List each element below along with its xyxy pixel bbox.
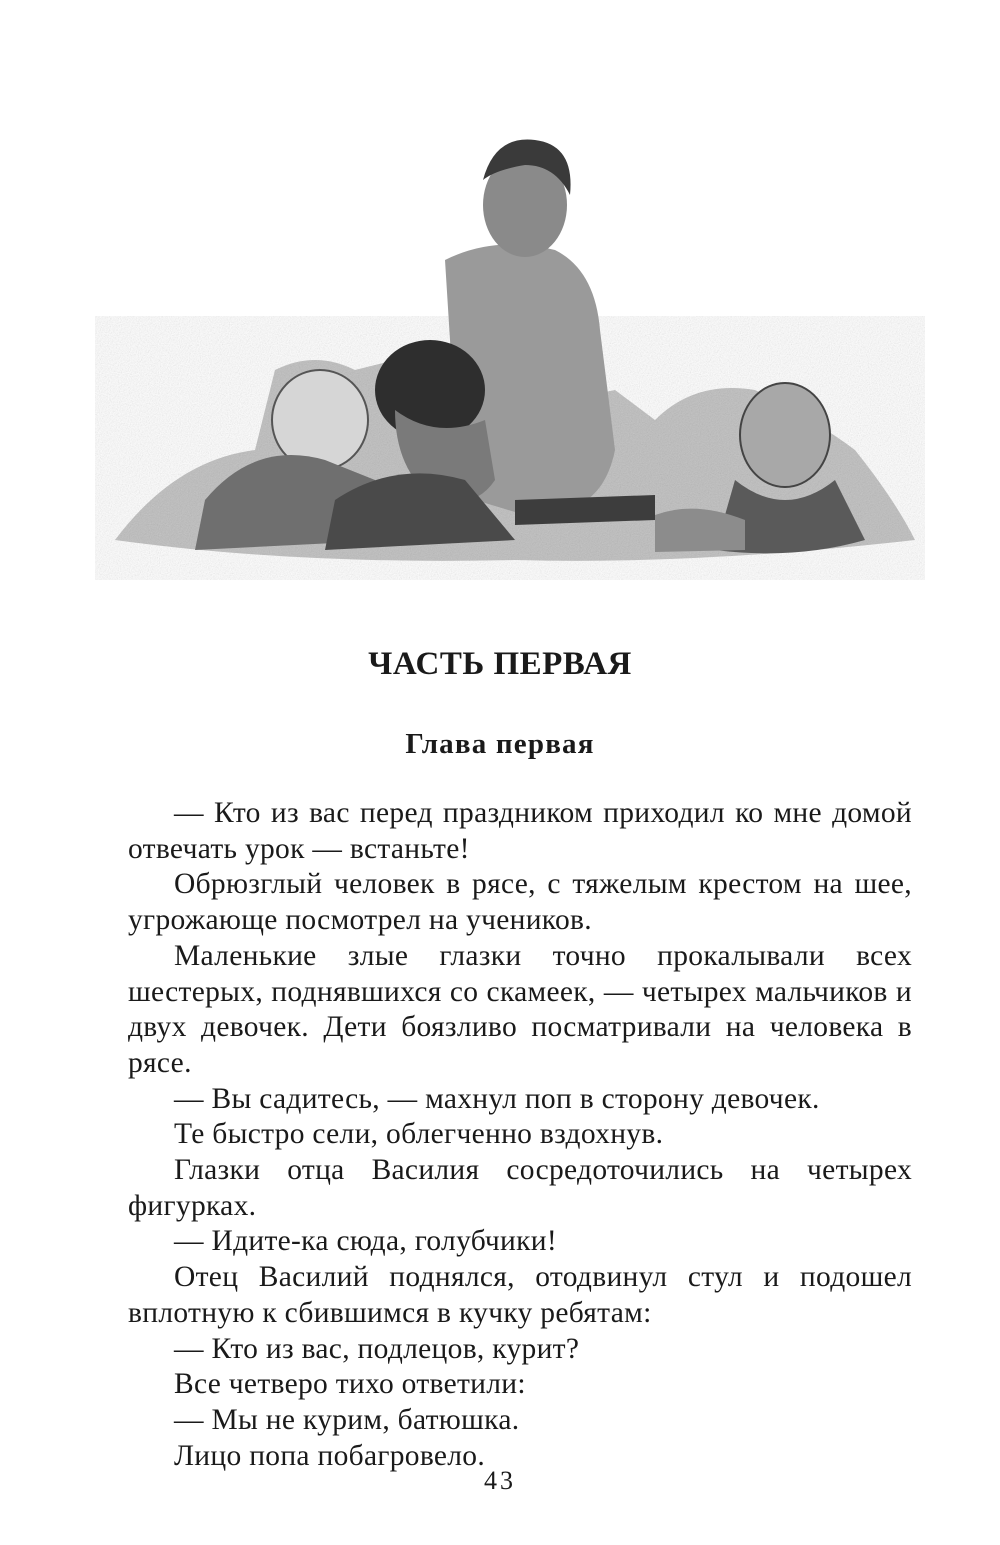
paragraph: — Кто из вас, подлецов, курит? [174,1332,580,1365]
paragraph: Глазки отца Василия сосредоточились на четырех фигурках. [128,1154,912,1222]
paragraph: Лицо попа побагровело. [174,1439,486,1472]
paragraph: Те быстро сели, облегченно вздохнув. [174,1118,664,1151]
chapter-illustration [95,120,925,580]
chapter-text [128,796,912,1474]
paragraph: — Вы садитесь, — махнул поп в сторону девочек. [174,1082,820,1115]
part-title: ЧАСТЬ ПЕРВАЯ [368,646,632,682]
page-number: 43 [484,1466,516,1495]
paragraph: — Кто из вас перед праздником приходил ко мне домой отвечать урок — встаньте! [128,797,912,865]
paragraph: Маленькие злые глазки точно прокалывали всех шестерых, поднявшихся со скамеек, — четырех мальчиков и двух девочек. Дети боязливо посматривали на человека в рясе. [128,939,912,1079]
paragraph: Отец Василий поднялся, отодвинул стул и подошел вплотную к сбившимся в кучку ребятам: [128,1261,912,1329]
boys-illustration [95,120,925,580]
chapter-title: Глава первая [405,728,595,760]
paragraph: — Мы не курим, батюшка. [174,1403,520,1436]
paragraph: Все четверо тихо ответили: [174,1368,526,1401]
paragraph: Обрюзглый человек в рясе, с тяжелым крестом на шее, угрожающе посмотрел на учеников. [128,868,912,937]
paragraph: — Идите-ка сюда, голубчики! [174,1225,557,1258]
